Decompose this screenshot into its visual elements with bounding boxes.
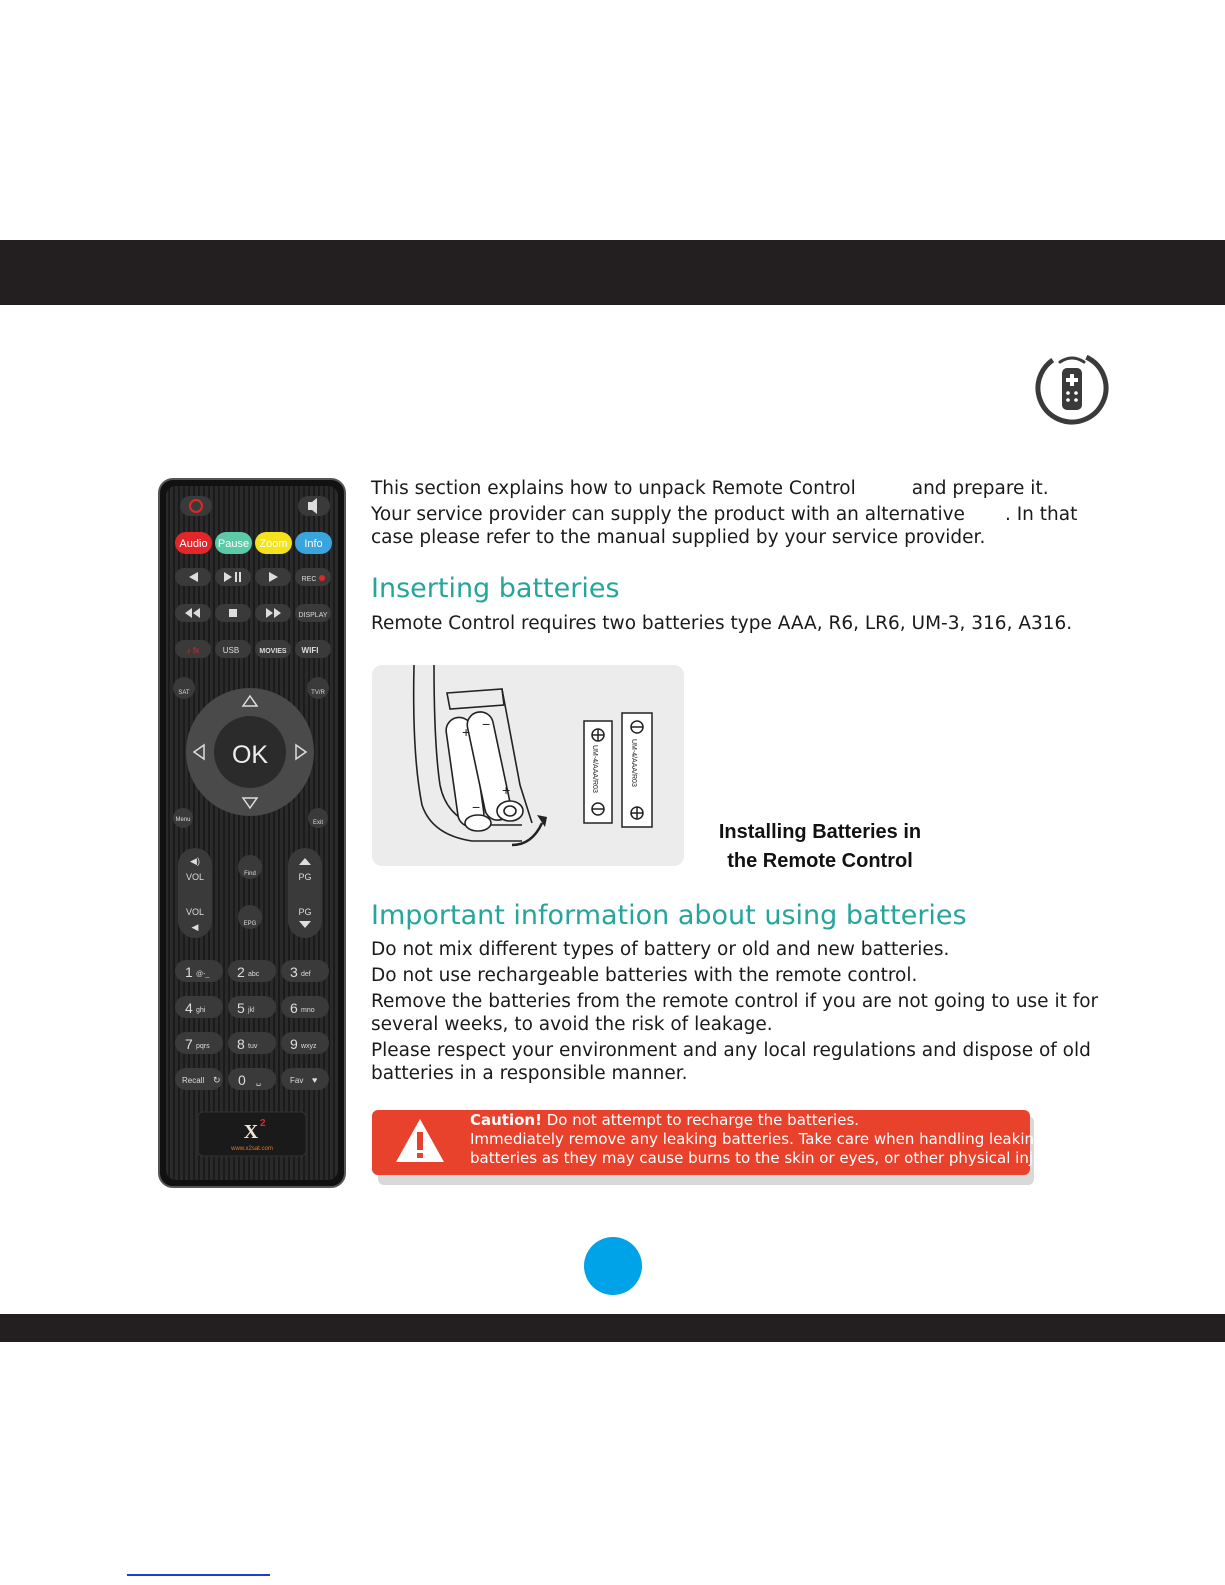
intro-line-3: case please refer to the manual supplied by your service provider.: [371, 527, 986, 548]
figure-caption-line-1: Installing Batteries in: [718, 821, 922, 843]
rec-label: REC: [301, 576, 317, 583]
info-line-6: batteries in a responsible manner.: [371, 1063, 688, 1084]
caution-box: [372, 1110, 1075, 1175]
intro-line-2-end: . In that: [1004, 504, 1078, 525]
find-label: Find: [244, 871, 256, 877]
pg-down-label: PG: [298, 907, 312, 917]
footer-bar: [0, 1314, 1225, 1342]
intro-line-1: [371, 477, 1049, 501]
info-label: Info: [304, 538, 323, 550]
svg-text:+: +: [462, 724, 471, 740]
key-9-num: 9: [290, 1036, 298, 1052]
brand-url: www.x2sat.com: [231, 1146, 273, 1152]
info-line-3: Remove the batteries from the remote control if you are not going to use it for: [371, 991, 1099, 1012]
display-label: DISPLAY: [298, 612, 328, 619]
remote-control-icon: [1032, 348, 1112, 428]
key-8-num: 8: [237, 1036, 245, 1052]
battery-type-text: Remote Control requires two batteries type AAA, R6, LR6, UM-3, 316, A316.: [371, 613, 1073, 634]
info-line-2: Do not use rechargeable batteries with the remote control.: [371, 965, 918, 986]
key-1-num: 1: [185, 964, 193, 980]
info-line-4: several weeks, to avoid the risk of leakage.: [371, 1014, 773, 1035]
figure-caption: [700, 818, 940, 876]
key-3-sub: def: [301, 971, 311, 978]
fav-label: Fav: [290, 1076, 304, 1085]
key-7-num: 7: [185, 1036, 193, 1052]
movies-label: MOVIES: [259, 648, 287, 655]
svg-text:−: −: [472, 799, 481, 815]
battery-install-drawing: [372, 665, 684, 866]
warning-icon: [394, 1117, 446, 1165]
caution-text: [470, 1111, 1075, 1168]
remote-control-illustration: [158, 478, 348, 1190]
caution-line-1: Do not attempt to recharge the batteries.: [546, 1111, 860, 1129]
ok-label: OK: [231, 741, 269, 769]
svg-text:␣: ␣: [256, 1077, 262, 1086]
key-3-num: 3: [290, 964, 298, 980]
key-8-sub: tuv: [248, 1043, 258, 1050]
pause-label: Pause: [217, 538, 250, 550]
svg-text:◀): ◀): [190, 856, 200, 866]
caution-line-2: Immediately remove any leaking batteries. Take care when handling leaking: [470, 1130, 1044, 1148]
info-line-5: Please respect your environment and any local regulations and dispose of old: [371, 1040, 1091, 1061]
intro-line-2-start: Your service provider can supply the product with an alternative: [371, 504, 965, 525]
key-6-sub: mno: [301, 1007, 315, 1014]
epg-label: EPG: [243, 921, 257, 927]
key-2-sub: abc: [248, 971, 260, 978]
key-1-sub: @-_: [196, 971, 210, 978]
footer-underline: [127, 1574, 270, 1576]
battery-install-figure: [372, 665, 684, 866]
key-5-num: 5: [237, 1000, 245, 1016]
intro-line-1-end: and prepare it.: [911, 478, 1049, 499]
header-bar: [0, 240, 1225, 305]
heading-battery-info: Important information about using batteries: [371, 900, 967, 931]
key-9-sub: wxyz: [301, 1043, 317, 1050]
key-2-num: 2: [237, 964, 245, 980]
key-0-num: 0: [238, 1072, 246, 1088]
page-number-dot: [584, 1237, 642, 1295]
usb-label: USB: [222, 646, 240, 655]
pg-up-label: PG: [298, 872, 312, 882]
key-4-num: 4: [185, 1000, 193, 1016]
wifi-label: WIFI: [301, 646, 319, 655]
key-6-num: 6: [290, 1000, 298, 1016]
tvr-label: TV/R: [311, 690, 325, 696]
key-4-sub: ghi: [196, 1007, 206, 1014]
brand-logo: X: [243, 1121, 259, 1143]
exit-label: Exit: [312, 820, 324, 826]
audio-label: Audio: [179, 538, 208, 550]
vol-down-label: VOL: [185, 907, 205, 917]
sat-label: SAT: [178, 690, 190, 696]
svg-text:♪ fx: ♪ fx: [186, 646, 200, 655]
zoom-label: Zoom: [259, 538, 288, 550]
figure-caption-line-2: the Remote Control: [727, 850, 913, 872]
battery-label-1: UM-4/AAA/R03: [591, 745, 598, 793]
caution-line-3: batteries as they may cause burns to the skin or eyes, or other physical injuries.: [470, 1149, 1075, 1167]
heading-inserting-batteries: Inserting batteries: [371, 573, 620, 604]
vol-up-label: VOL: [185, 872, 205, 882]
key-7-sub: pqrs: [196, 1043, 210, 1050]
battery-label-2: UM-4/AAA/R03: [630, 739, 637, 787]
svg-text:↻: ↻: [213, 1075, 221, 1085]
brand-sup: 2: [260, 1118, 266, 1129]
intro-line-2: [371, 503, 1077, 527]
intro-line-1-start: This section explains how to unpack Remote Control: [371, 478, 856, 499]
svg-text:◀: ◀: [191, 922, 199, 932]
caution-label: Caution!: [470, 1111, 542, 1129]
svg-text:−: −: [482, 716, 491, 732]
svg-text:♥: ♥: [312, 1075, 318, 1085]
key-5-sub: jkl: [248, 1007, 255, 1014]
recall-label: Recall: [182, 1076, 205, 1085]
svg-text:+: +: [502, 782, 511, 798]
info-line-1: Do not mix different types of battery or old and new batteries.: [371, 939, 950, 960]
menu-label: Menu: [175, 817, 191, 823]
